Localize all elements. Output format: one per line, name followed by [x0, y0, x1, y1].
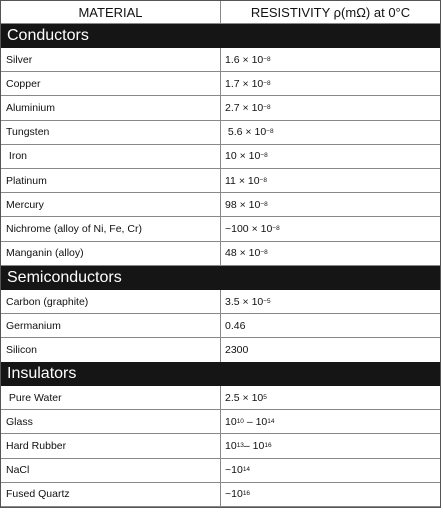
resistivity-base: 3.5 × 10: [225, 295, 264, 308]
resistivity-cell: [220, 338, 440, 361]
resistivity-cell: 11 × 10 −8: [220, 169, 440, 192]
section-title: Semiconductors: [7, 268, 122, 286]
resistivity-base: ~10: [225, 488, 243, 501]
resistivity-cell: ~10 14: [220, 459, 440, 482]
resistivity-cell: 1.6 × 10 −8: [220, 48, 440, 71]
material-cell: Fused Quartz: [6, 488, 70, 501]
table-row: [1, 217, 440, 241]
resistivity-cell: 10 10 – 10 14: [220, 410, 440, 433]
table-row: [1, 483, 440, 507]
table-row: [1, 410, 440, 434]
material-cell: Aluminium: [6, 101, 56, 114]
resistivity-cell: 2.5 × 10 5: [220, 386, 440, 409]
resistivity-cell: ~10 16: [220, 483, 440, 506]
resistivity-base: ~100 × 10: [225, 222, 273, 235]
table-row: [1, 386, 440, 410]
resistivity-base: 2300: [225, 343, 249, 356]
material-cell: Nichrome (alloy of Ni, Fe, Cr): [6, 222, 142, 235]
table-row: [1, 96, 440, 120]
material-cell: Copper: [6, 77, 41, 90]
resistivity-base: 0.46: [225, 319, 246, 332]
material-cell: Mercury: [6, 198, 44, 211]
material-cell: Pure Water: [6, 391, 62, 404]
resistivity-range-sep: – 10: [243, 415, 268, 428]
material-cell: Iron: [6, 150, 28, 163]
resistivity-cell: 48 × 10 −8: [220, 242, 440, 265]
resistivity-base: 2.5 × 10: [225, 391, 264, 404]
table-row: [1, 290, 440, 314]
resistivity-base: 48 × 10: [225, 247, 261, 260]
section-title: Insulators: [7, 364, 77, 382]
section-header-semiconductors: [1, 266, 440, 290]
section-header-insulators: [1, 362, 440, 386]
resistivity-range-sep: – 10: [243, 439, 265, 452]
resistivity-cell: 3.5 × 10 −5: [220, 290, 440, 313]
resistivity-cell: 10 × 10 −8: [220, 145, 440, 168]
table-header-row: [1, 1, 440, 24]
material-cell: Hard Rubber: [6, 439, 67, 452]
table-row: [1, 48, 440, 72]
resistivity-cell: 10 13 – 10 16: [220, 434, 440, 457]
material-cell: Silicon: [6, 343, 37, 356]
resistivity-base: ~10: [225, 464, 243, 477]
table-row: [1, 169, 440, 193]
material-cell: Silver: [6, 53, 33, 66]
header-material: MATERIAL: [78, 4, 143, 20]
material-cell: NaCl: [6, 464, 30, 477]
resistivity-base: 1.7 × 10: [225, 77, 264, 90]
table-row: [1, 314, 440, 338]
material-cell: Manganin (alloy): [6, 247, 84, 260]
resistivity-cell: 98 × 10 −8: [220, 193, 440, 216]
resistivity-base: 98 × 10: [225, 198, 261, 211]
material-cell: Carbon (graphite): [6, 295, 89, 308]
resistivity-base: 10: [225, 415, 237, 428]
resistivity-cell: 2.7 × 10 −8: [220, 96, 440, 119]
table-row: [1, 193, 440, 217]
material-cell: Glass: [6, 415, 33, 428]
resistivity-cell: ~100 × 10 −8: [220, 217, 440, 240]
material-cell: Germanium: [6, 319, 61, 332]
resistivity-base: 1.6 × 10: [225, 53, 264, 66]
resistivity-base: 10: [225, 439, 237, 452]
resistivity-base: 11 × 10: [225, 174, 260, 187]
table-row: [1, 145, 440, 169]
section-title: Conductors: [7, 26, 89, 44]
resistivity-cell: 1.7 × 10 −8: [220, 72, 440, 95]
section-header-conductors: [1, 24, 440, 48]
material-cell: Tungsten: [6, 126, 50, 139]
table-row: [1, 434, 440, 458]
resistivity-base: 5.6 × 10: [225, 126, 267, 139]
resistivity-base: 2.7 × 10: [225, 101, 264, 114]
header-resistivity: RESISTIVITY ρ(mΩ) at 0°C: [220, 1, 440, 23]
table-row: [1, 459, 440, 483]
table-row: [1, 72, 440, 96]
table-row: [1, 121, 440, 145]
resistivity-cell: 5.6 × 10 −8: [220, 121, 440, 144]
table-row: [1, 338, 440, 362]
resistivity-base: 10 × 10: [225, 150, 261, 163]
resistivity-cell: [220, 314, 440, 337]
table-row: [1, 242, 440, 266]
material-cell: Platinum: [6, 174, 47, 187]
